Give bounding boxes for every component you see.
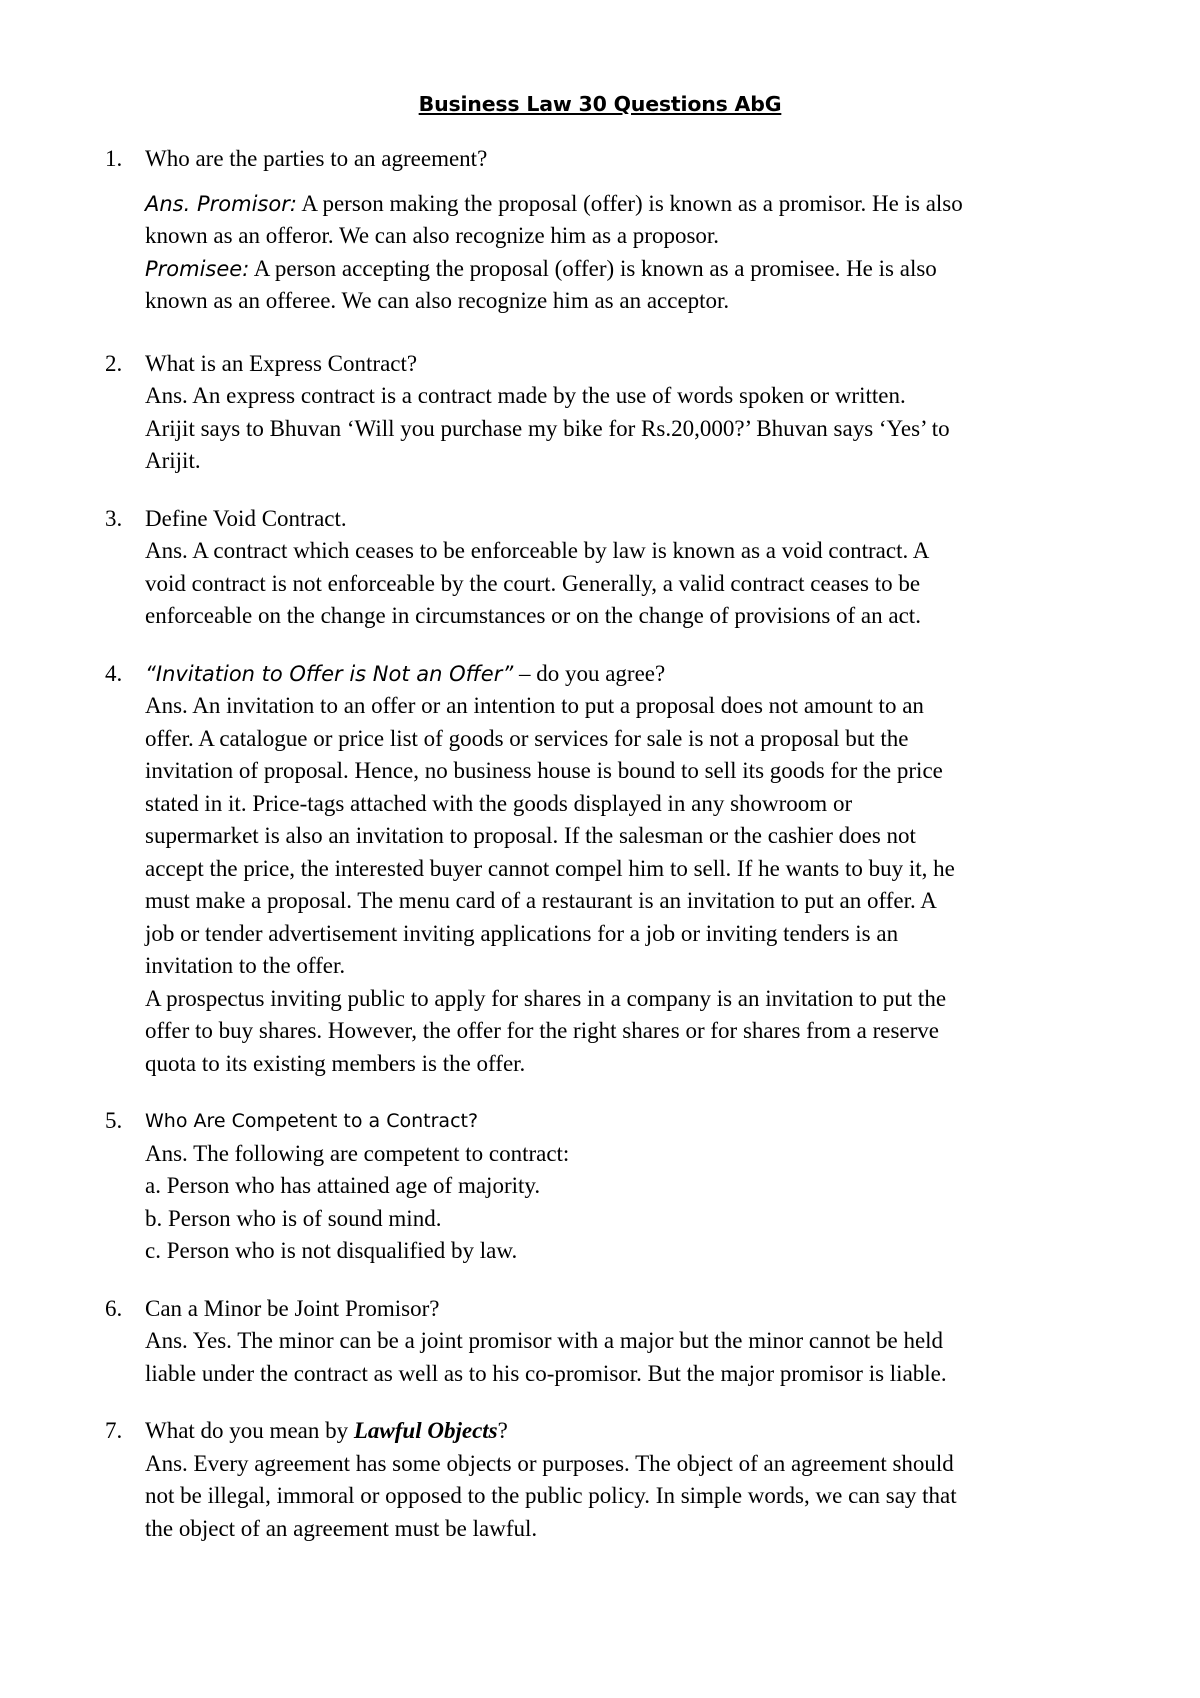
answer-line: job or tender advertisement inviting applications for a job or inviting tenders is an: [145, 920, 899, 946]
question-suffix: ?: [497, 1418, 508, 1443]
answer-line: b. Person who is of sound mind.: [145, 1205, 442, 1231]
question-number: 5.: [105, 1108, 123, 1133]
question-item-2: [0, 348, 1200, 478]
answer-line: [145, 253, 1200, 286]
answer-line: Arijit says to Bhuvan ‘Will you purchase my bike for Rs.20,000?’ Bhuvan says ‘Yes’ to: [145, 415, 950, 441]
question-text: [145, 1415, 1200, 1448]
answer-line: the object of an agreement must be lawful.: [145, 1515, 538, 1541]
question-rest: – do you agree?: [513, 660, 666, 686]
spacer: [145, 176, 1200, 188]
question-item-6: [0, 1293, 1200, 1391]
answer-line: known as an offeree. We can also recognize him as an acceptor.: [145, 288, 730, 313]
question-number: 4.: [105, 660, 123, 686]
question-emphasis: Lawful Objects: [353, 1418, 498, 1443]
question-number: 2.: [105, 350, 123, 376]
question-number: 1.: [105, 146, 123, 171]
question-item-3: [0, 503, 1200, 633]
question-prefix: What do you mean by: [145, 1418, 354, 1443]
question-text: What is an Express Contract?: [145, 350, 418, 376]
answer-line: Ans. Every agreement has some objects or purposes. The object of an agreement should: [145, 1450, 954, 1476]
answer-line: offer. A catalogue or price list of goods or services for sale is not a proposal but the: [145, 725, 909, 751]
document-title: Business Law 30 Questions AbG: [418, 92, 782, 116]
question-list: [0, 143, 1200, 1545]
question-number: 7.: [105, 1418, 123, 1443]
answer-line: accept the price, the interested buyer cannot compel him to sell. If he wants to buy it, he: [145, 855, 955, 881]
answer-line: [145, 188, 1200, 221]
question-item-1: [0, 143, 1200, 318]
answer-line: Ans. An invitation to an offer or an intention to put a proposal does not amount to an: [145, 693, 924, 718]
question-text: Can a Minor be Joint Promisor?: [145, 1295, 440, 1321]
answer-line: quota to its existing members is the offer.: [145, 1050, 526, 1076]
answer-line: invitation to the offer.: [145, 953, 346, 978]
answer-line: must make a proposal. The menu card of a restaurant is an invitation to put an offer. A: [145, 888, 937, 913]
answer-line: liable under the contract as well as to his co-promisor. But the major promisor is liable.: [145, 1360, 947, 1386]
question-number: 6.: [105, 1295, 123, 1321]
answer-label-promisee: Promisee:: [145, 256, 250, 281]
question-number: 3.: [105, 505, 123, 531]
question-item-7: [0, 1415, 1200, 1545]
answer-line: offer to buy shares. However, the offer for the right shares or for shares from a reserve: [145, 1018, 939, 1043]
question-item-5: [0, 1105, 1200, 1268]
answer-line: Ans. A contract which ceases to be enforceable by law is known as a void contract. A: [145, 538, 930, 563]
answer-line: Arijit.: [145, 448, 201, 473]
answer-text: A person accepting the proposal (offer) is known as a promisee. He is also: [249, 255, 937, 281]
answer-line: supermarket is also an invitation to proposal. If the salesman or the cashier does not: [145, 823, 916, 848]
question-text: Who Are Competent to a Contract?: [145, 1110, 479, 1132]
answer-line: stated in it. Price-tags attached with the goods displayed in any showroom or: [145, 790, 853, 816]
question-item-4: [0, 658, 1200, 1081]
answer-line: A prospectus inviting public to apply for shares in a company is an invitation to put the: [145, 985, 947, 1011]
answer-line: known as an offeror. We can also recognize him as a proposor.: [145, 223, 720, 248]
answer-label-promisor: Ans. Promisor:: [145, 191, 297, 216]
answer-line: c. Person who is not disqualified by law.: [145, 1238, 518, 1263]
answer-line: Ans. The following are competent to contract:: [145, 1140, 570, 1166]
answer-line: invitation of proposal. Hence, no business house is bound to sell its goods for the price: [145, 758, 943, 783]
answer-line: void contract is not enforceable by the court. Generally, a valid contract ceases to be: [145, 570, 921, 596]
answer-line: not be illegal, immoral or opposed to the public policy. In simple words, we can say that: [145, 1483, 957, 1508]
answer-line: enforceable on the change in circumstances or on the change of provisions of an act.: [145, 603, 921, 628]
question-text: [145, 658, 1200, 691]
question-quote: “Invitation to Offer is Not an Offer”: [145, 661, 514, 686]
question-text: Define Void Contract.: [145, 505, 347, 531]
answer-line: Ans. Yes. The minor can be a joint promisor with a major but the minor cannot be held: [145, 1328, 944, 1353]
answer-line: a. Person who has attained age of majority.: [145, 1173, 541, 1198]
answer-line: Ans. An express contract is a contract made by the use of words spoken or written.: [145, 383, 906, 408]
answer-text: A person making the proposal (offer) is known as a promisor. He is also: [296, 190, 963, 216]
question-text: Who are the parties to an agreement?: [145, 146, 488, 171]
